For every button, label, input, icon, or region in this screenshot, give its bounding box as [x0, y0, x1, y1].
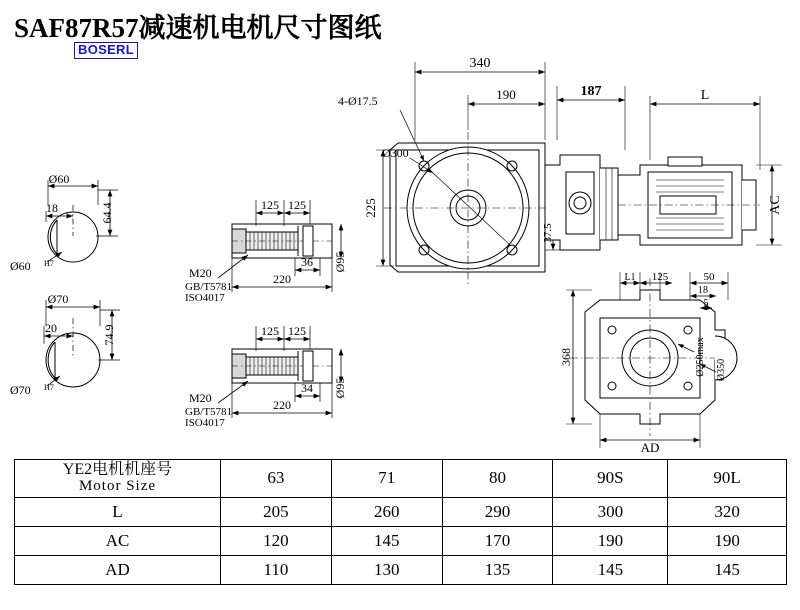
dim-L: L [700, 88, 710, 103]
dim-340: 340 [469, 56, 491, 71]
dim-d70: Ø70 [47, 292, 69, 306]
table-header-label-en: Motor Size [78, 477, 157, 494]
cell-AC-63: 120 [221, 526, 332, 555]
dim-AC: AC [768, 195, 783, 215]
dim-AD: AD [640, 440, 660, 455]
dim-d350: Ø350 [716, 358, 727, 382]
dim-d95-b: Ø95 [333, 377, 347, 399]
cell-AC-90s: 190 [553, 526, 668, 555]
label-iso-b: ISO4017 [185, 417, 225, 429]
dim-h7-b: H7 [44, 383, 54, 392]
row-label-AD: AD [15, 555, 221, 584]
dim-125-d: 125 [288, 324, 306, 338]
dim-h7-a: H7 [44, 259, 54, 268]
dim-18: 18 [46, 201, 58, 215]
label-m20-a: M20 [189, 266, 212, 280]
cell-AD-90s: 145 [553, 555, 668, 584]
label-4-holes: 4-Ø17.5 [338, 94, 378, 108]
cell-L-90s: 300 [553, 497, 668, 526]
dim-50: 50 [703, 271, 715, 283]
dim-220-b: 220 [273, 398, 291, 412]
dim-18b: 18 [698, 285, 708, 296]
table-header-size-90s: 90S [553, 460, 668, 498]
cell-AC-80: 170 [442, 526, 553, 555]
cell-L-90l: 320 [668, 497, 787, 526]
dim-220-a: 220 [273, 272, 291, 286]
table-header-size-71: 71 [331, 460, 442, 498]
dim-20: 20 [45, 321, 57, 335]
table-header-size-63: 63 [221, 460, 332, 498]
dim-64-4: 64.4 [100, 202, 114, 224]
label-gb-a: GB/T5781 [185, 281, 233, 293]
table-header-row [15, 460, 787, 498]
dim-37-5: 37.5 [542, 223, 554, 243]
dim-125-a: 125 [261, 198, 279, 212]
motor-size-table [14, 459, 787, 585]
label-m20-b: M20 [189, 391, 212, 405]
dim-34: 34 [301, 381, 313, 395]
cell-L-80: 290 [442, 497, 553, 526]
dim-5: 5 [703, 298, 709, 309]
label-gb-b: GB/T5781 [185, 406, 233, 418]
cell-AD-63: 110 [221, 555, 332, 584]
table-header-label [15, 460, 221, 498]
table-header-size-90l: 90L [668, 460, 787, 498]
dim-187: 187 [580, 84, 602, 99]
dim-d60: Ø60 [48, 172, 70, 186]
dim-36: 36 [301, 255, 313, 269]
row-label-AC: AC [15, 526, 221, 555]
cell-AC-90l: 190 [668, 526, 787, 555]
cell-AC-71: 145 [331, 526, 442, 555]
cell-AD-71: 130 [331, 555, 442, 584]
cell-AD-90l: 145 [668, 555, 787, 584]
label-iso-a: ISO4017 [185, 292, 225, 304]
brand-logo: BOSERL [74, 42, 138, 59]
page-title: SAF87R57减速机电机尺寸图纸 [14, 13, 382, 43]
cell-L-71: 260 [331, 497, 442, 526]
table-header-label-cn: YE2电机机座号 [62, 461, 173, 478]
dim-125-c: 125 [261, 324, 279, 338]
dim-L1: L1 [624, 272, 636, 283]
dim-d60h7: Ø60 [10, 259, 31, 273]
cell-AD-80: 135 [442, 555, 553, 584]
dim-125-b: 125 [288, 198, 306, 212]
dim-d250max: Ø250max [695, 337, 706, 377]
cell-L-63: 205 [221, 497, 332, 526]
table-row [15, 497, 787, 526]
dim-d95-a: Ø95 [333, 251, 347, 273]
dim-368: 368 [559, 348, 573, 366]
table-row [15, 526, 787, 555]
row-label-L: L [15, 497, 221, 526]
table-header-size-80: 80 [442, 460, 553, 498]
dim-125: 125 [651, 271, 669, 283]
dim-225: 225 [363, 198, 378, 218]
dim-d70h7: Ø70 [10, 383, 31, 397]
dim-d300: Ø300 [382, 146, 409, 160]
dim-74-9: 74.9 [102, 324, 116, 346]
dim-190: 190 [496, 87, 516, 102]
table-row [15, 555, 787, 584]
